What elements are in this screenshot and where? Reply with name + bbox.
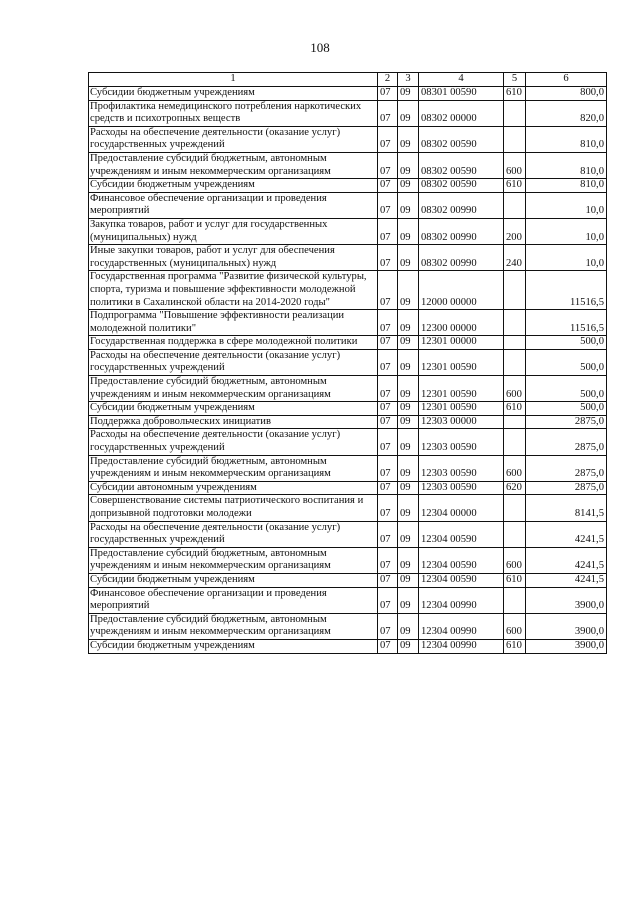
- row-expense-type-cell: [504, 100, 526, 126]
- row-target-article-cell: 12301 00590: [419, 349, 504, 375]
- row-expense-type-cell: 620: [504, 481, 526, 495]
- row-name-cell: Субсидии бюджетным учреждениям: [89, 639, 378, 653]
- row-amount-cell: 800,0: [526, 87, 607, 101]
- row-expense-type-cell: [504, 521, 526, 547]
- row-section-cell: 07: [378, 87, 398, 101]
- row-section-cell: 07: [378, 152, 398, 178]
- row-subsection-cell: 09: [398, 455, 419, 481]
- table-row: [89, 310, 607, 336]
- table-row: [89, 613, 607, 639]
- row-expense-type-cell: 240: [504, 245, 526, 271]
- row-name-cell: Предоставление субсидий бюджетным, автономным учреждениям и иным некоммерческим организациям: [89, 152, 378, 178]
- header-cell-6: 6: [526, 73, 607, 87]
- row-target-article-cell: 12301 00590: [419, 376, 504, 402]
- row-amount-cell: 2875,0: [526, 481, 607, 495]
- row-amount-cell: 4241,5: [526, 547, 607, 573]
- table-row: [89, 349, 607, 375]
- row-section-cell: 07: [378, 521, 398, 547]
- header-cell-5: 5: [504, 73, 526, 87]
- table-row: [89, 415, 607, 429]
- row-expense-type-cell: 610: [504, 639, 526, 653]
- row-target-article-cell: 12304 00000: [419, 495, 504, 521]
- row-expense-type-cell: 600: [504, 376, 526, 402]
- table-header-row: [89, 73, 607, 87]
- row-name-cell: Подпрограмма "Повышение эффективности реализации молодежной политики": [89, 310, 378, 336]
- row-section-cell: 07: [378, 192, 398, 218]
- row-name-cell: Финансовое обеспечение организации и проведения мероприятий: [89, 587, 378, 613]
- row-target-article-cell: 08302 00590: [419, 126, 504, 152]
- row-amount-cell: 11516,5: [526, 271, 607, 310]
- row-subsection-cell: 09: [398, 573, 419, 587]
- row-name-cell: Субсидии бюджетным учреждениям: [89, 179, 378, 193]
- row-subsection-cell: 09: [398, 192, 419, 218]
- table-row: [89, 245, 607, 271]
- row-name-cell: Расходы на обеспечение деятельности (оказание услуг) государственных учреждений: [89, 521, 378, 547]
- row-target-article-cell: 12304 00590: [419, 573, 504, 587]
- row-section-cell: 07: [378, 639, 398, 653]
- row-subsection-cell: 09: [398, 310, 419, 336]
- row-target-article-cell: 12301 00590: [419, 402, 504, 416]
- row-expense-type-cell: [504, 349, 526, 375]
- row-amount-cell: 10,0: [526, 218, 607, 244]
- row-amount-cell: 4241,5: [526, 521, 607, 547]
- row-name-cell: Расходы на обеспечение деятельности (оказание услуг) государственных учреждений: [89, 429, 378, 455]
- row-target-article-cell: 12304 00990: [419, 587, 504, 613]
- row-amount-cell: 8141,5: [526, 495, 607, 521]
- row-target-article-cell: 12303 00590: [419, 429, 504, 455]
- row-target-article-cell: 08302 00990: [419, 192, 504, 218]
- row-section-cell: 07: [378, 613, 398, 639]
- row-expense-type-cell: [504, 310, 526, 336]
- row-expense-type-cell: [504, 415, 526, 429]
- row-amount-cell: 500,0: [526, 336, 607, 350]
- row-section-cell: 07: [378, 126, 398, 152]
- row-expense-type-cell: [504, 126, 526, 152]
- row-amount-cell: 820,0: [526, 100, 607, 126]
- row-subsection-cell: 09: [398, 100, 419, 126]
- row-expense-type-cell: 600: [504, 455, 526, 481]
- row-target-article-cell: 12300 00000: [419, 310, 504, 336]
- row-section-cell: 07: [378, 271, 398, 310]
- row-target-article-cell: 08302 00590: [419, 152, 504, 178]
- row-amount-cell: 500,0: [526, 402, 607, 416]
- row-expense-type-cell: 610: [504, 402, 526, 416]
- row-expense-type-cell: [504, 429, 526, 455]
- row-subsection-cell: 09: [398, 245, 419, 271]
- row-subsection-cell: 09: [398, 429, 419, 455]
- row-target-article-cell: 12303 00590: [419, 481, 504, 495]
- row-expense-type-cell: [504, 336, 526, 350]
- row-subsection-cell: 09: [398, 495, 419, 521]
- row-subsection-cell: 09: [398, 415, 419, 429]
- row-name-cell: Поддержка добровольческих инициатив: [89, 415, 378, 429]
- row-expense-type-cell: 610: [504, 573, 526, 587]
- table-row: [89, 639, 607, 653]
- row-target-article-cell: 12304 00990: [419, 639, 504, 653]
- row-subsection-cell: 09: [398, 271, 419, 310]
- row-expense-type-cell: [504, 271, 526, 310]
- table-row: [89, 495, 607, 521]
- row-subsection-cell: 09: [398, 126, 419, 152]
- row-amount-cell: 3900,0: [526, 613, 607, 639]
- row-amount-cell: 10,0: [526, 192, 607, 218]
- row-name-cell: Совершенствование системы патриотического воспитания и допризывной подготовки молодежи: [89, 495, 378, 521]
- row-subsection-cell: 09: [398, 481, 419, 495]
- row-name-cell: Иные закупки товаров, работ и услуг для обеспечения государственных (муниципальных) нужд: [89, 245, 378, 271]
- row-name-cell: Предоставление субсидий бюджетным, автономным учреждениям и иным некоммерческим организациям: [89, 547, 378, 573]
- row-target-article-cell: 12304 00590: [419, 547, 504, 573]
- row-section-cell: 07: [378, 376, 398, 402]
- budget-table-body: [89, 73, 607, 654]
- row-section-cell: 07: [378, 218, 398, 244]
- row-amount-cell: 2875,0: [526, 415, 607, 429]
- table-row: [89, 481, 607, 495]
- row-amount-cell: 810,0: [526, 152, 607, 178]
- row-expense-type-cell: [504, 587, 526, 613]
- table-row: [89, 587, 607, 613]
- row-amount-cell: 3900,0: [526, 587, 607, 613]
- table-row: [89, 455, 607, 481]
- row-section-cell: 07: [378, 573, 398, 587]
- row-target-article-cell: 12000 00000: [419, 271, 504, 310]
- row-amount-cell: 500,0: [526, 376, 607, 402]
- row-name-cell: Расходы на обеспечение деятельности (оказание услуг) государственных учреждений: [89, 126, 378, 152]
- row-subsection-cell: 09: [398, 402, 419, 416]
- row-subsection-cell: 09: [398, 639, 419, 653]
- row-section-cell: 07: [378, 481, 398, 495]
- row-section-cell: 07: [378, 495, 398, 521]
- header-cell-1: 1: [89, 73, 378, 87]
- page-number: 108: [310, 40, 330, 55]
- table-row: [89, 87, 607, 101]
- row-amount-cell: 500,0: [526, 349, 607, 375]
- row-section-cell: 07: [378, 336, 398, 350]
- row-target-article-cell: 08302 00990: [419, 245, 504, 271]
- row-section-cell: 07: [378, 402, 398, 416]
- row-section-cell: 07: [378, 349, 398, 375]
- row-subsection-cell: 09: [398, 521, 419, 547]
- row-name-cell: Профилактика немедицинского потребления наркотических средств и психотропных веществ: [89, 100, 378, 126]
- row-subsection-cell: 09: [398, 152, 419, 178]
- row-name-cell: Субсидии бюджетным учреждениям: [89, 573, 378, 587]
- row-subsection-cell: 09: [398, 547, 419, 573]
- header-cell-2: 2: [378, 73, 398, 87]
- row-amount-cell: 810,0: [526, 126, 607, 152]
- row-section-cell: 07: [378, 415, 398, 429]
- row-expense-type-cell: [504, 495, 526, 521]
- table-row: [89, 152, 607, 178]
- table-row: [89, 100, 607, 126]
- row-name-cell: Финансовое обеспечение организации и проведения мероприятий: [89, 192, 378, 218]
- row-section-cell: 07: [378, 455, 398, 481]
- row-expense-type-cell: 600: [504, 152, 526, 178]
- row-amount-cell: 2875,0: [526, 429, 607, 455]
- row-section-cell: 07: [378, 547, 398, 573]
- table-row: [89, 271, 607, 310]
- row-target-article-cell: 08302 00000: [419, 100, 504, 126]
- row-target-article-cell: 12303 00000: [419, 415, 504, 429]
- row-amount-cell: 11516,5: [526, 310, 607, 336]
- row-section-cell: 07: [378, 179, 398, 193]
- row-amount-cell: 810,0: [526, 179, 607, 193]
- table-row: [89, 218, 607, 244]
- row-expense-type-cell: 600: [504, 613, 526, 639]
- table-row: [89, 521, 607, 547]
- row-section-cell: 07: [378, 587, 398, 613]
- row-expense-type-cell: 600: [504, 547, 526, 573]
- row-name-cell: Закупка товаров, работ и услуг для государственных (муниципальных) нужд: [89, 218, 378, 244]
- table-row: [89, 547, 607, 573]
- table-row: [89, 179, 607, 193]
- row-target-article-cell: 12304 00590: [419, 521, 504, 547]
- row-expense-type-cell: 200: [504, 218, 526, 244]
- header-cell-4: 4: [419, 73, 504, 87]
- row-subsection-cell: 09: [398, 87, 419, 101]
- table-row: [89, 336, 607, 350]
- row-section-cell: 07: [378, 100, 398, 126]
- row-amount-cell: 4241,5: [526, 573, 607, 587]
- row-expense-type-cell: 610: [504, 87, 526, 101]
- table-row: [89, 126, 607, 152]
- row-name-cell: Государственная поддержка в сфере молодежной политики: [89, 336, 378, 350]
- row-section-cell: 07: [378, 245, 398, 271]
- row-target-article-cell: 08302 00990: [419, 218, 504, 244]
- row-amount-cell: 2875,0: [526, 455, 607, 481]
- row-subsection-cell: 09: [398, 376, 419, 402]
- row-name-cell: Субсидии бюджетным учреждениям: [89, 402, 378, 416]
- row-section-cell: 07: [378, 310, 398, 336]
- table-row: [89, 192, 607, 218]
- row-subsection-cell: 09: [398, 613, 419, 639]
- row-target-article-cell: 12304 00990: [419, 613, 504, 639]
- table-row: [89, 429, 607, 455]
- row-name-cell: Субсидии автономным учреждениям: [89, 481, 378, 495]
- table-row: [89, 402, 607, 416]
- budget-table: [88, 72, 607, 654]
- row-expense-type-cell: 610: [504, 179, 526, 193]
- row-subsection-cell: 09: [398, 336, 419, 350]
- row-name-cell: Предоставление субсидий бюджетным, автономным учреждениям и иным некоммерческим организациям: [89, 376, 378, 402]
- row-name-cell: Государственная программа "Развитие физической культуры, спорта, туризма и повышение эффективности молодежной политики в Сахалинской области на 2014-2020 годы": [89, 271, 378, 310]
- row-target-article-cell: 08302 00590: [419, 179, 504, 193]
- table-row: [89, 376, 607, 402]
- row-name-cell: Субсидии бюджетным учреждениям: [89, 87, 378, 101]
- row-subsection-cell: 09: [398, 179, 419, 193]
- row-section-cell: 07: [378, 429, 398, 455]
- row-subsection-cell: 09: [398, 349, 419, 375]
- row-name-cell: Предоставление субсидий бюджетным, автономным учреждениям и иным некоммерческим организациям: [89, 455, 378, 481]
- row-amount-cell: 10,0: [526, 245, 607, 271]
- row-subsection-cell: 09: [398, 587, 419, 613]
- row-name-cell: Расходы на обеспечение деятельности (оказание услуг) государственных учреждений: [89, 349, 378, 375]
- row-name-cell: Предоставление субсидий бюджетным, автономным учреждениям и иным некоммерческим организациям: [89, 613, 378, 639]
- row-target-article-cell: 12303 00590: [419, 455, 504, 481]
- row-target-article-cell: 12301 00000: [419, 336, 504, 350]
- row-target-article-cell: 08301 00590: [419, 87, 504, 101]
- table-row: [89, 573, 607, 587]
- header-cell-3: 3: [398, 73, 419, 87]
- row-expense-type-cell: [504, 192, 526, 218]
- row-amount-cell: 3900,0: [526, 639, 607, 653]
- row-subsection-cell: 09: [398, 218, 419, 244]
